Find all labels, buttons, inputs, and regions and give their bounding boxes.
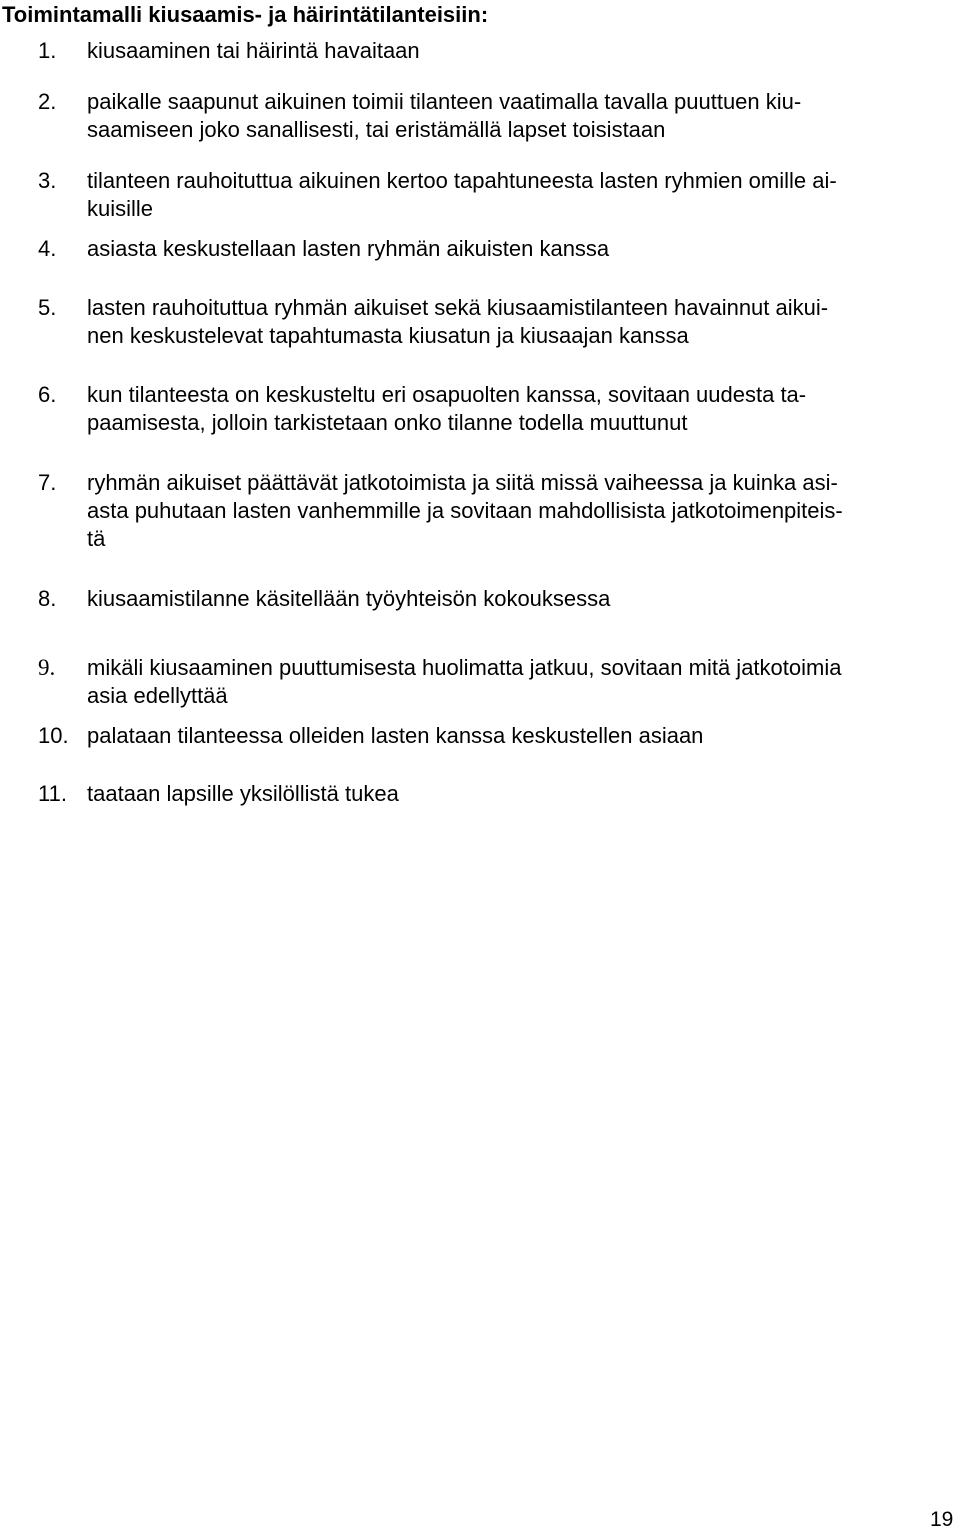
list-item-text: mikäli kiusaaminen puuttumisesta huolimatta jatkuu, sovitaan mitä jatkotoimia asia edellyttää <box>87 655 842 708</box>
list-item-text: palataan tilanteessa olleiden lasten kanssa keskustellen asiaan <box>87 723 704 748</box>
list-item-text: asiasta keskustellaan lasten ryhmän aikuisten kanssa <box>87 236 610 261</box>
list-item-number: 10. <box>38 723 69 748</box>
list-item-text: tilanteen rauhoituttua aikuinen kertoo tapahtuneesta lasten ryhmien omille ai- kuisille <box>87 168 837 221</box>
page-title: Toimintamalli kiusaamis- ja häirintätilanteisiin: <box>2 2 489 27</box>
list-item-number: 7. <box>38 470 57 495</box>
list-item-text: taataan lapsille yksilöllistä tukea <box>87 781 399 806</box>
list-item-number: 8. <box>38 586 57 611</box>
list-item-text: kiusaamistilanne käsitellään työyhteisön kokouksessa <box>87 586 611 611</box>
list-item-number: 1. <box>38 38 57 63</box>
list-item-text: lasten rauhoituttua ryhmän aikuiset sekä kiusaamistilanteen havainnut aikui- nen keskustelevat tapahtumasta kiusatun ja kiusaajan kanssa <box>87 295 829 348</box>
list-item-number: 3. <box>38 168 57 193</box>
list-item-number: 11. <box>38 781 67 806</box>
list-item-text: paikalle saapunut aikuinen toimii tilanteen vaatimalla tavalla puuttuen kiu- saamiseen joko sanallisesti, tai eristämällä lapset toisistaan <box>87 89 802 142</box>
list-item-number: 5. <box>38 295 57 320</box>
list-item-text: ryhmän aikuiset päättävät jatkotoimista ja siitä missä vaiheessa ja kuinka asi- asta puhutaan lasten vanhemmille ja sovitaan mahdollisista jatkotoimenpiteis- tä <box>87 470 843 551</box>
list-item-number: 9. <box>38 655 56 680</box>
page-number: 19 <box>930 1508 954 1531</box>
list-item-text: kiusaaminen tai häirintä havaitaan <box>87 38 420 63</box>
list-item-number: 4. <box>38 236 57 261</box>
list-item-number: 6. <box>38 382 57 407</box>
list-item-text: kun tilanteesta on keskusteltu eri osapuolten kanssa, sovitaan uudesta ta- paamisesta, jolloin tarkistetaan onko tilanne todella muuttunut <box>87 382 807 435</box>
list-item-number: 2. <box>38 89 57 114</box>
